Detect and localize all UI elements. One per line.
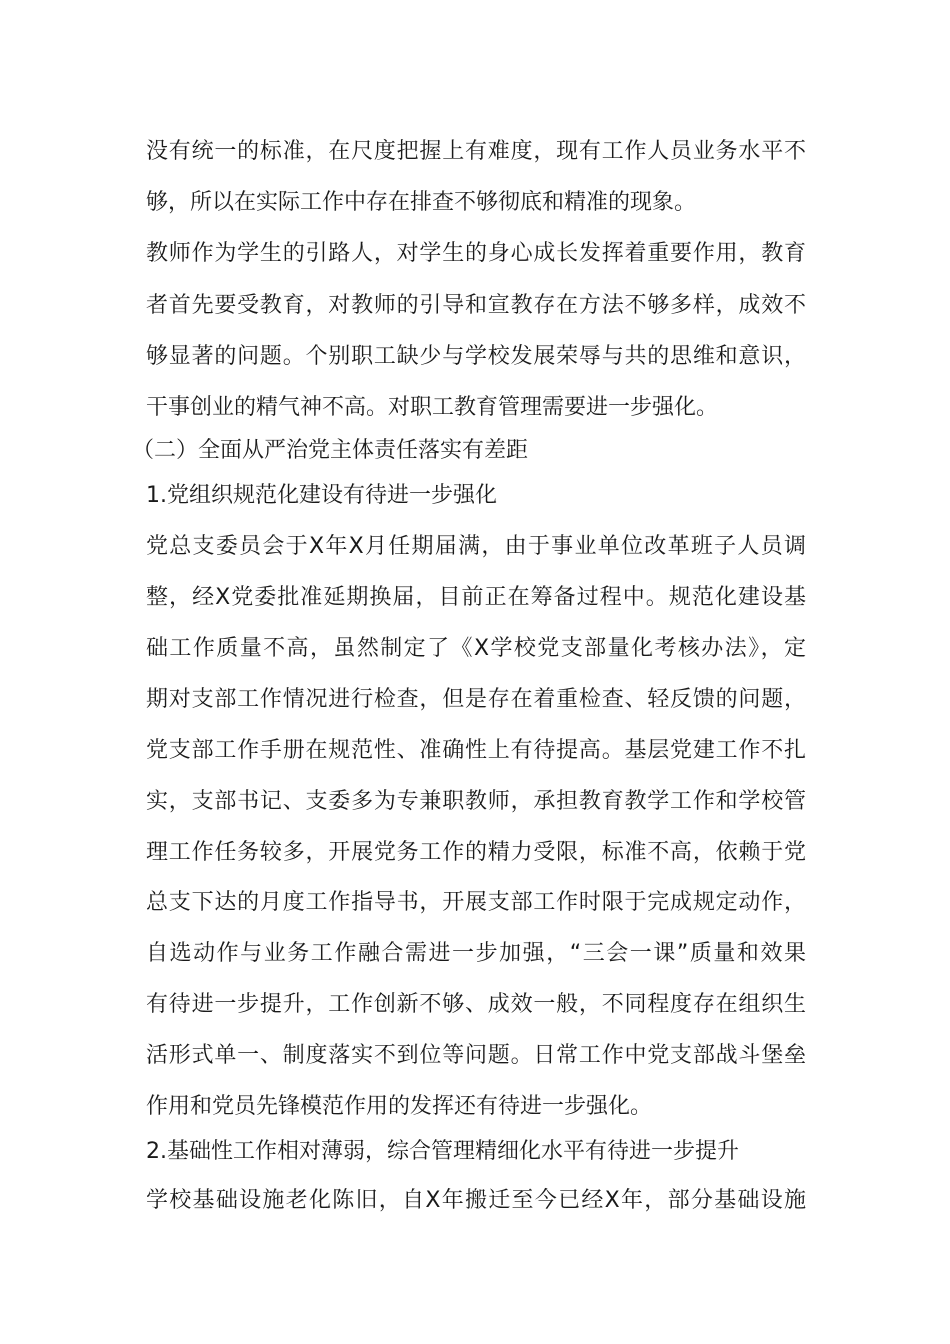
paragraph-line: 有待进一步提升，工作创新不够、成效一般，不同程度存在组织生	[146, 992, 806, 1017]
paragraph-line: 理工作任务较多，开展党务工作的精力受限，标准不高，依赖于党	[146, 840, 806, 865]
paragraph-line: 活形式单一、制度落实不到位等问题。日常工作中党支部战斗堡垒	[146, 1043, 806, 1068]
subsection-heading: 2.基础性工作相对薄弱，综合管理精细化水平有待进一步提升	[146, 1139, 739, 1164]
paragraph-line: 者首先要受教育，对教师的引导和宣教存在方法不够多样，成效不	[146, 293, 806, 318]
paragraph-line: 作用和党员先锋模范作用的发挥还有待进一步强化。	[146, 1094, 653, 1119]
paragraph-line: 整，经X党委批准延期换届，目前正在筹备过程中。规范化建设基	[146, 585, 806, 610]
paragraph-line: 够显著的问题。个别职工缺少与学校发展荣辱与共的思维和意识，	[146, 344, 806, 369]
subsection-heading: 1.党组织规范化建设有待进一步强化	[146, 483, 497, 508]
paragraph-line: 总支下达的月度工作指导书，开展支部工作时限于完成规定动作，	[146, 890, 806, 915]
paragraph-line: 党支部工作手册在规范性、准确性上有待提高。基层党建工作不扎	[146, 738, 806, 763]
paragraph-line: 没有统一的标准，在尺度把握上有难度，现有工作人员业务水平不	[146, 139, 806, 164]
paragraph-line: 党总支委员会于X年X月任期届满，由于事业单位改革班子人员调	[146, 534, 806, 559]
paragraph-line: 自选动作与业务工作融合需进一步加强，“三会一课”质量和效果	[146, 941, 806, 966]
paragraph-line: 教师作为学生的引路人，对学生的身心成长发挥着重要作用，教育	[146, 241, 806, 266]
paragraph-line: 干事创业的精气神不高。对职工教育管理需要进一步强化。	[146, 395, 719, 420]
paragraph-line: 础工作质量不高，虽然制定了《X学校党支部量化考核办法》，定	[146, 636, 806, 661]
paragraph-line: 实，支部书记、支委多为专兼职教师，承担教育教学工作和学校管	[146, 789, 806, 814]
section-heading: （二）全面从严治党主体责任落实有差距	[132, 438, 529, 463]
paragraph-line: 学校基础设施老化陈旧，自X年搬迁至今已经X年，部分基础设施	[146, 1188, 806, 1213]
paragraph-line: 够，所以在实际工作中存在排查不够彻底和精准的现象。	[146, 190, 697, 215]
paragraph-line: 期对支部工作情况进行检查，但是存在着重检查、轻反馈的问题，	[146, 687, 806, 712]
